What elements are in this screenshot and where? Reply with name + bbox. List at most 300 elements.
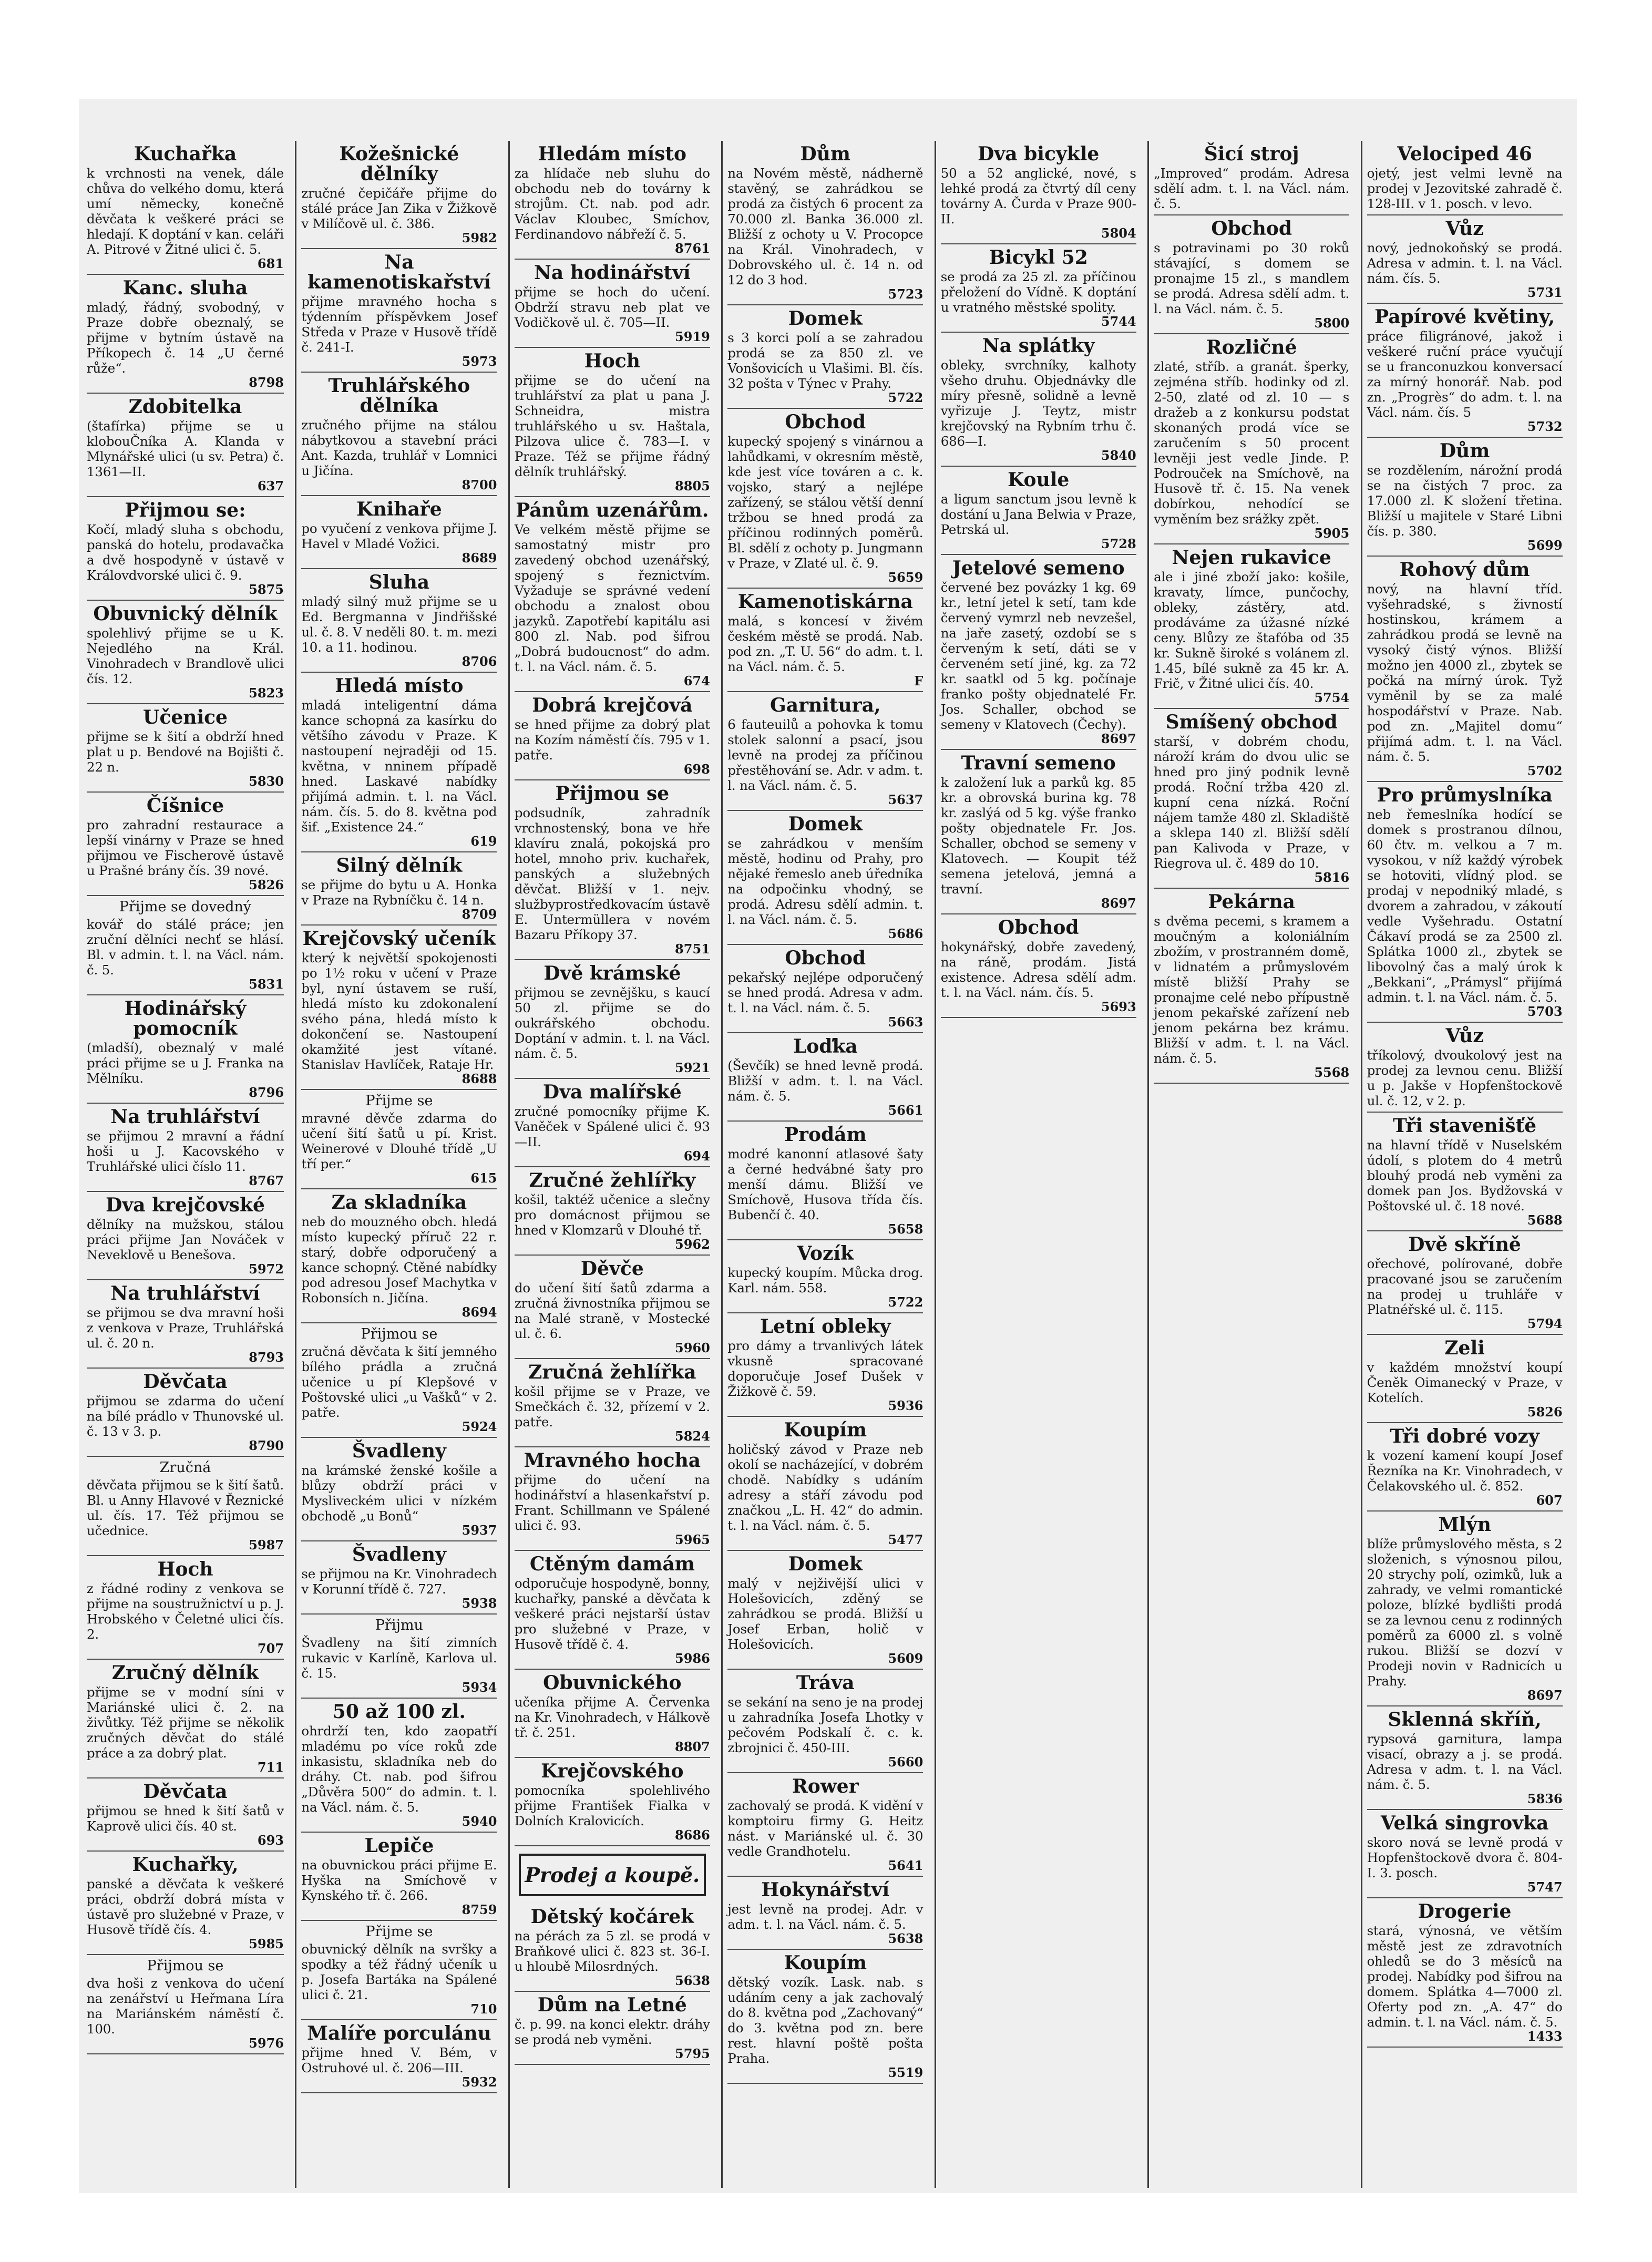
ad-heading: Přijmu	[375, 1617, 423, 1633]
classified-ad	[941, 333, 1136, 467]
ad-number: 5940	[461, 1814, 497, 1829]
classified-ad	[87, 1660, 284, 1778]
ad-number: 8793	[249, 1350, 284, 1365]
ad-text: stará, výnosná, ve větším městě jest ze zdravotních ohledů se do 3 měsíců na prodej. Nabídky pod šifrou na domem. Splátka 4—7000 zl. Oferty pod zn. „A. 47“ do admin. t. l. na Václ. nám. č. 5.	[1367, 1923, 1563, 2030]
ad-number: 5732	[1527, 419, 1563, 434]
ad-text: malý v nejživější ulici v Holešovicích, zděný se zahrádkou se prodá. Bližší u Josef Erban, holič v Holešovicích.	[727, 1576, 924, 1652]
ad-text: ale i jiné zboží jako: košile, kravaty, límce, punčochy, obleky, zástěry, atd. prodáváme za úžasné nízké ceny. Blůzy ze štafóba od 35 kr. Sukně široké s volánem zl. 1.45, bílé sukně za 45 kr. A. Frič, v Žitné ulici čís. 40.	[1154, 569, 1350, 691]
classified-ad	[1154, 334, 1349, 544]
ad-text: se rozdělením, nárožní prodá se na čistých 7 proc. za 17.000 zl. K složení třetina. Bližší u majitele v Staré Libni čís. p. 380.	[1367, 462, 1563, 539]
ad-heading: Kuchařka	[134, 143, 237, 165]
classified-ad	[1367, 141, 1563, 215]
ad-heading: Kanc. sluha	[122, 277, 248, 299]
ad-text: v každém množství koupí Čeněk Oimanecký v Praze, v Kotelích.	[1367, 1360, 1563, 1405]
ad-heading: Tráva	[796, 1672, 855, 1694]
classified-ad	[727, 589, 923, 692]
ad-heading: Dům	[800, 143, 851, 165]
ad-heading: Dům na Letné	[537, 1994, 687, 2016]
ad-heading: Zručná žehlířka	[528, 1361, 696, 1383]
ad-number: 5826	[1527, 1404, 1563, 1420]
ad-text: obleky, svrchníky, kalhoty všeho druhu. Objednávky dle míry přesně, solidně a levně vyřizuje J. Teytz, mistr krejčovský na Rybním trhu č. 686—I.	[940, 357, 1136, 449]
ad-text: mravné děvče zdarma do učení šití šatů u pí. Krist. Weinerové v Dlouhé třídě „U tří per.“	[301, 1111, 497, 1171]
ad-heading: Zručné žehlířky	[529, 1169, 696, 1191]
ad-heading: Na hodinářství	[533, 262, 691, 284]
ad-number: 5976	[249, 2035, 284, 2051]
ad-number: 5477	[888, 1532, 924, 1547]
ad-number: 8805	[675, 478, 710, 493]
ad-text: na pérách za 5 zl. se prodá v Braňkové ulici č. 823 st. 36-I. u hloubě Milosrdných.	[514, 1928, 710, 1974]
classified-ad	[727, 811, 923, 945]
ad-text: s potravinami po 30 roků stávající, s domem se pronajme 15 zl., s mandlem se prodá. Adresa sdělí adm. t. l. na Václ. nám. č. 5.	[1154, 240, 1350, 316]
classified-ad	[1154, 709, 1349, 889]
ad-heading: Švadleny	[352, 1544, 446, 1566]
ad-heading: Tři dobré vozy	[1390, 1425, 1540, 1447]
ad-text: s 3 korci polí a se zahradou prodá se za 850 zl. ve Vonšovicích u Vlašimi. Bl. čís. 32 pošta v Týnec v Prahy.	[727, 330, 924, 391]
ad-heading: Nejen rukavice	[1172, 547, 1331, 569]
ad-text: 6 fauteuilů a pohovka k tomu stolek salonní a psací, jsou levně na prodej za příčinou přestěhování se. Adr. v adm. t. l. na Václ. nám. č. 5.	[727, 717, 924, 793]
classified-ad	[87, 1192, 284, 1280]
ad-number: 8796	[249, 1085, 284, 1100]
classified-ad	[301, 1323, 497, 1438]
ad-number: 5804	[1101, 225, 1136, 241]
ad-number: 8697	[1101, 896, 1136, 911]
classified-ad	[301, 2020, 497, 2093]
ad-number: 5875	[249, 582, 284, 597]
ad-text: hokynářský, dobře zavedený, na ráně, prodám. Jistá existence. Adresa sdělí adm. t. l. na Václ. nám. čís. 5.	[940, 939, 1136, 1000]
column-2	[295, 141, 501, 2188]
ad-heading: Rohový dům	[1399, 559, 1530, 581]
classified-ad	[515, 1670, 710, 1758]
ad-heading: Přijmou se:	[125, 499, 246, 521]
ad-text: se hned přijme za dobrý plat na Kozím náměstí čís. 795 v 1. patře.	[514, 717, 710, 763]
classified-ad	[1367, 304, 1563, 438]
ad-heading: Hledá místo	[335, 675, 464, 697]
ad-text: nový, jednokoňský se prodá. Adresa v admin. t. l. na Václ. nám. čís. 5.	[1367, 240, 1563, 286]
ad-heading: Zručný dělník	[111, 1662, 259, 1684]
ad-heading: 50 až 100 zl.	[332, 1701, 466, 1723]
ad-heading: Švadleny	[352, 1440, 446, 1462]
ad-text: „Improved“ prodám. Adresa sdělí adm. t. l. na Václ. nám. č. 5.	[1154, 166, 1350, 211]
ad-text: zručného přijme na stálou nábytkovou a stavební práci Ant. Kazda, truhlář v Lomnici u Jičína.	[301, 417, 497, 478]
ad-number: 5568	[1314, 1065, 1350, 1080]
ad-heading: Malíře porculánu	[307, 2022, 491, 2044]
ad-number: 5688	[1527, 1212, 1563, 1228]
column-4	[721, 141, 928, 2188]
classified-ad	[941, 750, 1136, 914]
ad-number: 5744	[1101, 314, 1136, 329]
ad-heading: Dům	[1439, 440, 1490, 462]
ad-text: k vrchnosti na venek, dále chůva do velkého domu, která umí německy, konečně děvčata k veškeré práci se hledají. K doptání v kan. celáři A. Pitrové v Žitné ulici č. 5.	[87, 166, 284, 257]
classified-ad	[515, 1758, 710, 1846]
classified-ad	[1154, 141, 1349, 215]
classified-ad	[727, 1122, 923, 1240]
ad-number: 5731	[1527, 285, 1563, 300]
ad-number: 5637	[888, 792, 924, 807]
ad-heading: Dětský kočárek	[530, 1906, 694, 1928]
classified-ad	[515, 960, 710, 1079]
classified-ad	[301, 496, 497, 569]
ad-text: přijme se do učení na truhlářství za plat u pana J. Schneidra, mistra truhlářského u sv. Haštala, Pilzova ulice č. 783—I. v Praze. Též se přijme řádný dělník truhlářský.	[514, 373, 710, 479]
ad-text: na hlavní třídě v Nuselském údolí, s plotem do 4 metrů blouhý prodá neb vyměni za domek pan Jos. Bydžovská v Poštovské ul. č. 18 nové.	[1367, 1137, 1563, 1214]
classified-ad	[727, 305, 923, 409]
ad-text: (Ševčík) se hned levně prodá. Bližší v adm. t. l. na Václ. nám. č. 5.	[727, 1058, 924, 1104]
classified-ad	[1154, 215, 1349, 334]
ad-heading: Kuchařky,	[132, 1854, 239, 1876]
ad-heading: Prodám	[784, 1124, 867, 1146]
ad-number: 8694	[461, 1304, 497, 1320]
classified-ad	[87, 793, 284, 896]
ad-text: ohrdrží ten, kdo zaopatří mladému po více roků zde inkasistu, skladníka neb do dráhy. Ct. nab. pod šifrou „Důvěra 500“ do admin. t. l. na Václ. nám. č. 5.	[301, 1723, 497, 1815]
ad-number: 8697	[1101, 731, 1136, 746]
ad-heading: Pánům uzenářům.	[516, 499, 709, 521]
ad-number: 615	[470, 1170, 497, 1186]
ad-heading: Krejčovský učeník	[302, 928, 496, 950]
ad-number: 8688	[461, 1071, 497, 1086]
ad-text: k založení luk a parků kg. 85 kr. a obrovská burina kg. 78 kr. zaslýá od 5 kg. výše franko pošty objednatele Fr. Jos. Schaller, obchod se semeny v Klatovech. — Koupit též semena jetelová, jemná a travní.	[940, 775, 1136, 897]
ad-text: ojetý, jest velmi levně na prodej v Jezovitské zahradě č. 128-III. v 1. posch. v levo.	[1367, 166, 1563, 211]
ad-heading: Obchod	[785, 411, 866, 433]
classified-ad	[1367, 1231, 1563, 1335]
ad-text: neb do mouzného obch. hledá místo kupecký příruč 22 r. starý, dobře odporučený a kance schopný. Ctěné nabídky pod adresou Josef Machytka v Robonsích n. Jičína.	[301, 1214, 497, 1305]
ad-heading: Přijmou se	[555, 783, 670, 805]
classified-ad	[515, 1079, 710, 1167]
classified-ad	[515, 1359, 710, 1447]
ad-text: dělníky na mužskou, stálou práci přijme Jan Nováček v Neveklově u Benešova.	[87, 1217, 284, 1262]
ad-text: přijme se hoch do učení. Obdrží stravu neb plat ve Vodičkově ul. č. 705—II.	[514, 284, 710, 330]
ad-heading: Dva krejčovské	[106, 1194, 265, 1216]
ad-text: a ligum sanctum jsou levně k dostání u Jana Belwia v Praze, Petrská ul.	[940, 491, 1136, 537]
classified-ad	[727, 1877, 923, 1950]
classified-ad	[301, 569, 497, 673]
ad-text: se zahrádkou v menším městě, hodinu od Prahy, pro nějaké řemeslo aneb úředníka na odpočinku vhodný, se prodá. Adresu sdělí admin. t. l. na Václ. nám. č. 5.	[727, 836, 924, 927]
ad-number: 5660	[888, 1754, 924, 1770]
ad-heading: Obchod	[998, 917, 1079, 939]
ad-text: se přijmou na Kr. Vinohradech v Korunní třídě č. 727.	[301, 1566, 497, 1597]
ad-heading: Obuvnického	[543, 1672, 682, 1694]
ad-heading: Kamenotiskárna	[737, 591, 913, 613]
ad-text: zručné čepičáře přijme do stálé práce Jan Zika v Žižkově v Milíčově ul. č. 386.	[301, 186, 497, 231]
classified-ad	[1154, 544, 1349, 709]
ad-number: 5831	[249, 976, 284, 992]
ad-heading: Bicykl 52	[989, 246, 1088, 269]
ad-heading: Domek	[788, 1553, 863, 1575]
ad-text: přijmou se zevnějšku, s kaucí 50 zl. přijme se do oukrářského obchodu. Doptání v admin. t. l. na Václ. nám. č. 5.	[514, 985, 710, 1061]
ad-heading: Silný dělník	[336, 855, 463, 877]
ad-number: 5663	[888, 1014, 924, 1030]
ad-number: 8751	[675, 941, 710, 957]
ad-heading: Domek	[788, 307, 863, 330]
ad-heading: Učenice	[143, 706, 228, 728]
classified-ad	[301, 852, 497, 926]
ad-text: zachovalý se prodá. K vidění v komptoiru firmy G. Heitz nást. v Mariánské ul. č. 30 vedle Grandhotelu.	[727, 1798, 924, 1859]
ad-text: rypsová garnitura, lampa visací, obrazy a j. se prodá. Adresa v adm. t. l. na Václ. nám. č. 5.	[1367, 1731, 1563, 1792]
ad-text: červené bez povázky 1 kg. 69 kr., letní jetel k setí, tam kde červený vymrzl neb nevzešel, na jaře zasetý, ozdobí se s červeným k setí, dáti se v červeném setí jiné, kg. za 72 kr. saatkl od 5 kg. počínaje franko pošty objednatelé Fr. Jos. Schaller, obchod se semeny v Klatovech (Čechy).	[940, 580, 1136, 732]
ad-text: kupecký spojený s vinárnou a lahůdkami, v okresním městě, kde jest více továren a c. k. vojsko, starý a nejlépe zařízený, se stálou větší denní tržbou se hned prodá za příčinou rodinných poměrů. Bl. sdělí z ochoty p. Jungmann v Praze, v Zlaté ul. č. 9.	[727, 434, 924, 571]
ad-number: 5794	[1527, 1316, 1563, 1331]
classified-ad	[87, 141, 284, 275]
ad-heading: Koupím	[784, 1952, 867, 1974]
classified-ad	[87, 394, 284, 497]
classified-ad	[301, 141, 497, 249]
ad-heading: Pekárna	[1208, 891, 1296, 913]
classified-ad	[87, 1104, 284, 1192]
ad-heading: Obuvnický dělník	[93, 603, 278, 625]
ad-text: přijme se v modní síni v Mariánské ulici č. 2. na živůtky. Též přijme se několik zručných děvčat do stálé práce a za dobrý plat.	[87, 1684, 284, 1761]
classified-ad	[515, 141, 710, 260]
ad-heading: Knihaře	[356, 498, 442, 520]
ad-number: 5936	[888, 1398, 924, 1413]
ad-text: dětský vozík. Lask. nab. s udáním ceny a jak zachovalý do 8. května pod „Zachovaný“ do 3. května pod zn. bere rest. hlavní poště pošta Praha.	[727, 1975, 924, 2066]
ad-heading: Dvě krámské	[543, 962, 681, 984]
ad-heading: Domek	[788, 813, 863, 835]
ad-number: 637	[257, 478, 284, 493]
ad-number: 5919	[675, 329, 710, 344]
ad-number: 5985	[249, 1936, 284, 1951]
classified-ad	[515, 1447, 710, 1551]
ad-number: 5934	[461, 1680, 497, 1695]
ad-text: spolehlivý přijme se u K. Nejedlého na Král. Vinohradech v Brandlově ulici čís. 12.	[87, 625, 284, 686]
ad-heading: Hoch	[584, 350, 640, 372]
ad-heading: Šicí stroj	[1204, 143, 1299, 165]
ad-heading: Na splátky	[982, 335, 1095, 357]
ad-number: 5638	[888, 1931, 924, 1946]
ad-heading: Truhlářského dělníka	[328, 375, 470, 417]
ad-number: 5816	[1314, 870, 1350, 885]
ad-number: 694	[683, 1148, 710, 1164]
ad-text: přijme hned V. Bém, v Ostruhové ul. č. 206—III.	[301, 2045, 497, 2075]
column-6	[1147, 141, 1354, 2188]
ad-number: 5754	[1314, 690, 1350, 705]
ad-number: 711	[257, 1760, 284, 1775]
ad-number: 5659	[888, 570, 924, 585]
ad-heading: Přijmou se	[361, 1326, 438, 1342]
classified-ad	[87, 275, 284, 394]
classified-ad	[1367, 1706, 1563, 1810]
classified-ad	[727, 1950, 923, 2084]
ad-text: za hlídače neb sluhu do obchodu neb do továrny k strojům. Ct. nab. pod adr. Václav Kloubec, Smíchov, Ferdinandovo nábřeží č. 5.	[514, 166, 710, 242]
ad-text: přijmou se hned k šití šatů v Kaprově ulici čís. 40 st.	[87, 1803, 284, 1834]
ad-heading: Koule	[1008, 469, 1070, 491]
ad-number: 5722	[888, 1294, 924, 1310]
ad-heading: Vůz	[1445, 218, 1484, 240]
ad-number: 8759	[461, 1902, 497, 1917]
ad-text: starší, v dobrém chodu, nároží krám do dvou ulic se hned pro jiný podnik levně prodá. Roční tržba 420 zl. kupní cena nízká. Roční nájem tamže 480 zl. Skladiště a sklepa 140 zl. Bližší sdělí pan Kalivoda v Praze, v Riegrova ul. č. 489 do 10.	[1154, 734, 1350, 871]
ad-number: 619	[470, 834, 497, 849]
ad-text: k vození kamení koupí Josef Řezníka na Kr. Vinohradech, v Čelakovského ul. č. 852.	[1367, 1448, 1563, 1494]
classified-ad	[301, 1541, 497, 1615]
classified-ad	[941, 141, 1136, 244]
ad-text: panské a děvčata k veškeré práci, obdrží dobrá místa v ústavě pro služebné v Praze, v Husově třídě čís. 4.	[87, 1876, 284, 1937]
ad-text: na obuvnickou práci přijme E. Hyška na Smíchově v Kynského tř. č. 266.	[301, 1857, 497, 1903]
ad-heading: Vůz	[1445, 1025, 1484, 1047]
ad-number: 5986	[675, 1651, 710, 1666]
ad-heading: Přijme se	[365, 1924, 433, 1940]
classified-ad	[1367, 438, 1563, 557]
ad-number: 5661	[888, 1103, 924, 1118]
classified-ad	[87, 704, 284, 793]
ad-text: jest levně na prodej. Adr. v adm. t. l. na Václ. nám. č. 5.	[727, 1901, 924, 1932]
classified-ad	[301, 1090, 497, 1189]
ad-heading: Drogerie	[1418, 1900, 1512, 1922]
classified-ad	[727, 1551, 923, 1670]
classified-ad	[87, 1556, 284, 1660]
ad-number: 5699	[1527, 538, 1563, 553]
ad-heading: Dvě skříně	[1408, 1233, 1521, 1256]
ad-heading: Hoch	[157, 1558, 213, 1580]
ad-number: 5905	[1314, 526, 1350, 541]
ad-heading: Pro průmyslníka	[1377, 784, 1553, 806]
classified-ad	[1367, 1335, 1563, 1423]
ad-number: 8700	[461, 477, 497, 492]
ad-heading: Děvčata	[143, 1371, 228, 1393]
classified-ad	[1367, 1423, 1563, 1512]
ad-text: holičský závod v Praze neb okolí se nacházející, v dobrém chodě. Nabídky s udáním adresy a stáří závodu pod značkou „L. H. 42“ do admin. t. l. na Václ. nám. č. 5.	[727, 1442, 924, 1533]
classified-ad	[941, 244, 1136, 333]
ad-heading: Koupím	[784, 1419, 867, 1441]
ad-number: 5962	[675, 1237, 710, 1252]
ad-number: 674	[683, 673, 710, 688]
classified-ad	[1367, 215, 1563, 304]
ad-number: 8689	[461, 550, 497, 566]
ad-number: 5824	[675, 1428, 710, 1444]
ad-number: 5728	[1101, 536, 1136, 551]
ad-text: košil, taktéž učenice a slečny pro domácnost přijmou se hned v Klomzarů v Dlouhé tř.	[514, 1192, 710, 1238]
ad-number: 5987	[249, 1537, 284, 1552]
ad-number: 8767	[249, 1173, 284, 1188]
classified-ad	[301, 1189, 497, 1323]
classified-ad	[87, 601, 284, 704]
classified-ad	[1367, 782, 1563, 1023]
classified-ad	[301, 673, 497, 852]
ad-text: mladý, řádný, svobodný, v Praze dobře obeznalý, se přijme v bytním ústavě na Příkopech č. 14 „U černé růže“.	[87, 300, 284, 376]
ad-heading: Za skladníka	[331, 1191, 467, 1214]
ad-heading: Dobrá krejčová	[532, 694, 693, 716]
ad-heading: Přijmou se	[147, 1958, 224, 1974]
ad-number: 5960	[675, 1340, 710, 1355]
ad-text: pro dámy a trvanlivých látek vkusně spracované doporučuje Josef Dušek v Žižkově č. 59.	[727, 1338, 924, 1399]
ad-number: 698	[683, 762, 710, 777]
ad-number: 693	[257, 1833, 284, 1848]
classified-ad	[301, 373, 497, 496]
ad-text: děvčata přijmou se k šití šatů. Bl. u Anny Hlavové v Řeznické ul. čís. 17. Též přijmou se učednice.	[87, 1477, 284, 1538]
ad-heading: Ctěným damám	[529, 1553, 695, 1575]
ad-text: modré kanonní atlasové šaty a černé hedvábné šaty pro menší dámu. Bližší ve Smíchově, Husova třída čís. Bubenčí č. 40.	[727, 1146, 924, 1222]
ad-text: se sekání na seno je na prodej u zahradníka Josefa Lhotky v pečovém Podskalí č. c. k. zbrojnici č. 450-III.	[727, 1694, 924, 1755]
ad-text: s dvěma pecemi, s kramem a moučným a koloniálním zbožím, v prostranném domě, v lidnatém a průmyslovém místě bližší Prahy se pronajme celé nebo přípustně jenom pekařské zařízení neb jenom pekárna bez krámu. Bližší v adm. t. l. na Václ. nám. č. 5.	[1154, 913, 1350, 1066]
ad-text: zlaté, stříb. a granát. šperky, zejména stříb. hodinky od zl. 2-50, zlaté od zl. 10 — s dražeb a z konkursu podstat skonaných prodá více se zaručením s 50 procent levněji jest vedle Jinde. P. Podrouček na Smíchově, na Husově tř. č. 15. Na venek dobírkou, nehodící se vyměním bez srážky zpět.	[1154, 359, 1350, 527]
ad-text: přijmou se zdarma do učení na bílé prádlo v Thunovské ul. č. 13 v 3. p.	[87, 1393, 284, 1439]
classified-ad	[727, 1773, 923, 1877]
classified-ad	[727, 1417, 923, 1551]
ad-number: 5800	[1314, 315, 1350, 331]
ad-heading: Obchod	[785, 947, 866, 969]
ad-text: pomocníka spolehlivého přijme František Fialka v Dolních Kralovicích.	[514, 1783, 710, 1828]
ad-heading: Letní obleky	[760, 1315, 891, 1338]
ad-text: č. p. 99. na konci elektr. dráhy se prodá neb vyměni.	[514, 2017, 710, 2047]
ad-heading: Mravného hocha	[524, 1449, 701, 1472]
ad-number: 5982	[461, 230, 497, 245]
classified-ad	[87, 1369, 284, 1457]
ad-heading: Jetelové semeno	[952, 557, 1125, 579]
ad-text: podsudník, zahradník vrchnostenský, bona ve hře klavíru znalá, pokojská pro hotel, mnoho priv. kuchařek, panských a služebných děvčat. Bližší v 1. nejv. službyprostředkovacím ústavě E. Untermüllera v novém Bazaru Příkopy 37.	[514, 805, 710, 942]
classified-ad	[87, 1280, 284, 1369]
ad-number: 8790	[249, 1438, 284, 1453]
ad-text: košil přijme se v Praze, ve Smečkách č. 32, přízemí v 2. patře.	[514, 1384, 710, 1430]
ad-text: obuvnický dělník na svršky a spodky a též řádný učeník u p. Josefa Bartáka na Spálené ulici č. 21.	[301, 1941, 497, 2002]
classified-ad	[1367, 557, 1563, 782]
ad-text: nový, na hlavní tříd. vyšehradské, s živností hostinskou, krámem a zahrádkou prodá se levně na vysoký čistý výnos. Bližší možno jen 4000 zl., zbytek se počká na mírný úrok. Tyž vyměnil by se za malé hospodářství v Praze. Nab. pod zn. „Majitel domu“ přijímá adm. t. l. na Václ. nám. č. 5.	[1367, 581, 1563, 764]
ad-text: po vyučení z venkova přijme J. Havel v Mladé Vožici.	[301, 521, 497, 551]
classified-ad	[515, 497, 710, 692]
ad-number: 5795	[675, 2046, 710, 2061]
ad-number: 5938	[461, 1596, 497, 1611]
ad-number: 5702	[1527, 763, 1563, 778]
ad-number: 8697	[1527, 1688, 1563, 1703]
classified-ad	[1367, 1512, 1563, 1706]
ad-text: blíže průmyslového města, s 2 složenich, s výnosnou pilou, 20 strychy polí, ozimků, luk a zahrady, ve velmi romantické poloze, blízké bydlišti prodá se za levnou cenu z rodinných poměrů za 6000 zl. s volně rukou. Bližší se dozví v Prodeji novin v Radnicích u Prahy.	[1367, 1536, 1563, 1689]
classified-ad	[1154, 889, 1349, 1084]
ad-heading: Loďka	[793, 1035, 858, 1057]
classified-ad	[87, 896, 284, 995]
classified-ad	[727, 1313, 923, 1417]
ad-heading: Travní semeno	[961, 752, 1116, 774]
ad-heading: Tři stavenišťě	[1393, 1115, 1537, 1137]
ad-number: 607	[1536, 1493, 1563, 1508]
ad-text: dva hoši z venkova do učení na zenářství u Heřmana Líra na Mariánském náměstí č. 100.	[87, 1976, 284, 2037]
classified-ad	[301, 1438, 497, 1541]
ad-heading: Papírové květiny,	[1374, 306, 1555, 328]
classified-ad	[1367, 1023, 1563, 1113]
ad-number: 8686	[675, 1827, 710, 1843]
ad-text: mladá inteligentní dáma kance schopná za kasírku do většího závodu v Praze. K nastoupení nejraději od 15. května, v nninem případě hned. Laskavé nabídky přijímá admin. t. l. na Václ. nám. čís. 5. do 8. května pod šif. „Existence 24.“	[301, 697, 497, 835]
ad-number: 8761	[675, 241, 710, 256]
ad-number: 5747	[1527, 1879, 1563, 1895]
ad-text: kovář do stálé práce; jen zruční dělníci nechť se hlásí. Bl. v admin. t. l. na Václ. nám. č. 5.	[87, 917, 284, 978]
ad-text: Ve velkém městě přijme se samostatný mistr pro zavedený obchod uzenářský, spojený s řeznictvím. Vyžaduje se správné vedení obchodu a znalost obou jazyků. Zapotřebí kapitálu asi 800 zl. Nab. pod šifrou „Dobrá budoucnost“ do adm. t. l. na Václ. nám. č. 5.	[514, 522, 710, 674]
ad-number: 1433	[1527, 2029, 1563, 2044]
ad-heading: Hokynářství	[761, 1879, 890, 1901]
ad-heading: Děvčata	[143, 1781, 228, 1803]
ad-text: na Novém městě, nádherně stavěný, se zahrádkou se prodá za čistých 6 procent za 70.000 zl. Banka 36.000 zl. Bližší z ochoty u V. Procopce na Král. Vinohradech, v Dobrovského ul. č. 14 n. od 12 do 3 hod.	[727, 166, 924, 287]
ad-heading: Obchod	[1211, 218, 1292, 240]
ad-heading: Dva bicykle	[978, 143, 1100, 165]
ad-text: práce filigránové, jakož i veškeré ruční práce vyučují se u franconuzkou konversací za mírný honorář. Nab. pod zn. „Progrès“ do adm. t. l. na Václ. nám. čís. 5	[1367, 328, 1563, 420]
ad-number: 8798	[249, 375, 284, 390]
ad-text: skoro nová se levně prodá v Hopfenštockově dvora č. 804-I. 3. posch.	[1367, 1835, 1563, 1880]
ad-number: F	[914, 673, 924, 688]
ad-heading: Na kamenotiskařství	[307, 251, 491, 293]
ad-number: 5972	[249, 1261, 284, 1277]
column-1	[82, 141, 289, 2188]
ad-heading: Sklenná skříň,	[1388, 1709, 1542, 1731]
ad-text: se přijmou 2 mravní a řádní hoši u J. Kacovského v Truhlářské ulici číslo 11.	[87, 1128, 284, 1174]
ad-text: ořechové, polírované, dobře pracované jsou se zaručením na prodej u truhláře v Platnéřské ul. č. 115.	[1367, 1256, 1563, 1317]
ad-number: 5937	[461, 1523, 497, 1538]
ad-number: 5823	[249, 685, 284, 701]
ad-heading: Garnitura,	[770, 694, 881, 716]
classified-ad	[941, 555, 1136, 750]
classified-ad	[941, 467, 1136, 555]
classified-ad	[87, 1852, 284, 1955]
ad-number: 8706	[461, 654, 497, 669]
classified-ad	[301, 1833, 497, 1921]
ad-heading: Velociped 46	[1397, 143, 1532, 165]
ad-heading: Přijme se dovedný	[119, 899, 252, 915]
ad-number: 5723	[888, 286, 924, 302]
ad-number: 5693	[1101, 999, 1136, 1014]
classified-ad	[87, 497, 284, 601]
ad-text: tříkolový, dvoukolový jest na prodej za levnou cenu. Bližší u p. Jakše v Hopfenštockově ul. č. 12, v 2. p.	[1367, 1047, 1563, 1108]
